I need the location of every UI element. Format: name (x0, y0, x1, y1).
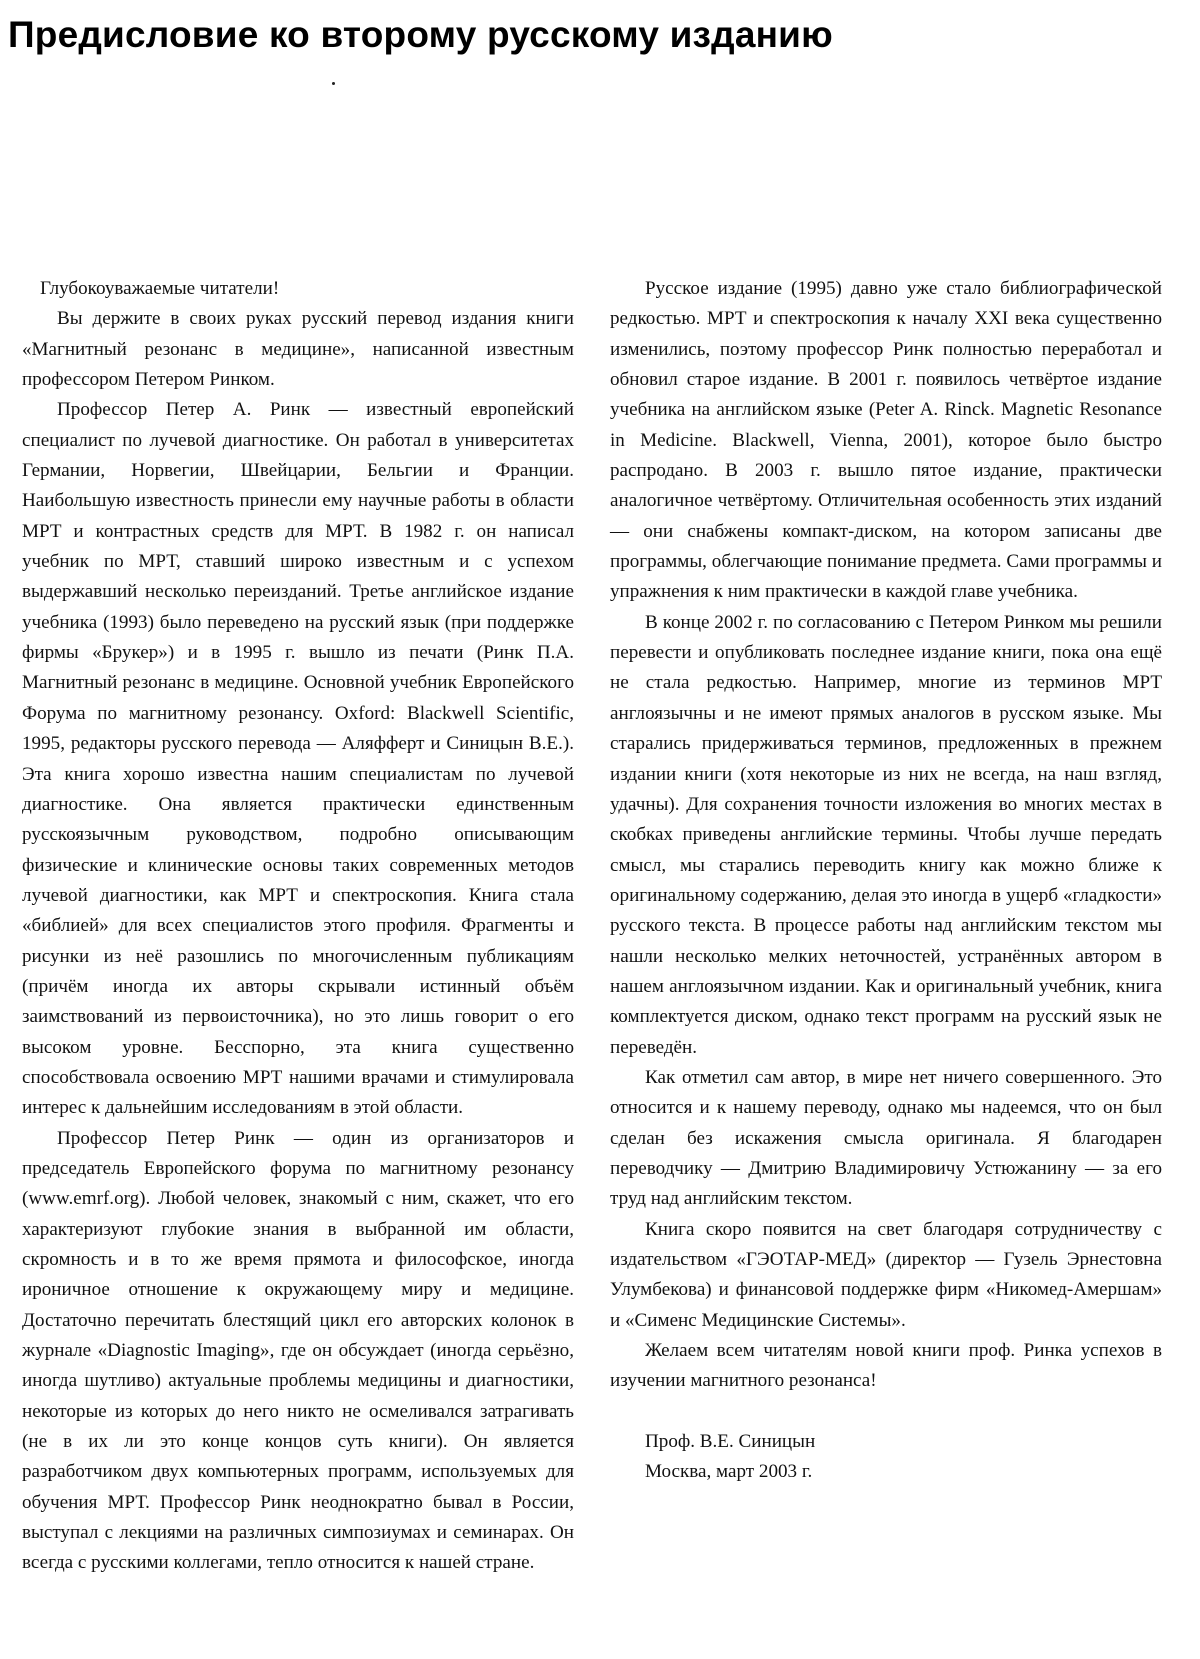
paragraph-intro: Вы держите в своих руках русский перевод издания книги «Магнитный резонанс в медицине», написанной известным профессором Петером Ринком. (22, 308, 574, 391)
left-column (22, 274, 574, 1579)
greeting: Глубокоуважаемые читатели! (40, 278, 280, 299)
signature-place-date: Москва, март 2003 г. (645, 1461, 813, 1483)
paragraph-translation: В конце 2002 г. по согласованию с Петером Ринком мы решили перевести и опубликовать последнее издание книги, пока она ещё не стала редкостью. Например, многие из терминов МРТ англоязычны и не имеют прямых аналогов в русском языке. Мы старались придерживаться терминов, предложенных в прежнем издании книги (хотя некоторые из них не всегда, на наш взгляд, удачны). Для сохранения точности изложения во многих местах в скобках приведены английские термины. Чтобы лучше передать смысл, мы старались переводить книгу как можно ближе к оригинальному содержанию, делая это иногда в ущерб «гладкости» русского текста. В процессе работы над английским текстом мы нашли несколько мелких неточностей, устранённых автором в нашем англоязычном издании. Как и оригинальный учебник, книга комплектуется диском, однако текст программ на русский язык не переведён. (610, 611, 1162, 1058)
signature (610, 1427, 1162, 1488)
paragraph-acknowledgement: Как отметил сам автор, в мире нет ничего совершенного. Это относится и к нашему переводу, однако мы надеемся, что он был сделан без искажения смысла оригинала. Я благодарен переводчику — Дмитрию Владимировичу Устюжанину — за его труд над английским текстом. (610, 1066, 1162, 1210)
paragraph-publisher: Книга скоро появится на свет благодаря сотрудничеству с издательством «ГЭОТАР-МЕД» (директор — Гузель Эрнестовна Улумбекова) и финансовой поддержке фирм «Никомед-Амершам» и «Сименс Медицинские Системы». (610, 1218, 1162, 1331)
paragraph-author-bio: Профессор Петер А. Ринк — известный европейский специалист по лучевой диагностике. Он работал в университетах Германии, Норвегии, Швейцарии, Бельгии и Франции. Наибольшую известность принесли ему научные работы в области МРТ и контрастных средств для МРТ. В 1982 г. он написал учебник по МРТ, ставший широко известным и с успехом выдержавший несколько переизданий. Третье английское издание учебника (1993) было переведено на русский язык (при поддержке фирмы «Брукер») и в 1995 г. вышло из печати (Ринк П.А. Магнитный резонанс в медицине. Основной учебник Европейского Форума по магнитному резонансу. Oxford: Blackwell Scientific, 1995, редакторы русского перевода — Аляфферт и Синицын В.Е.). Эта книга хорошо известна нашим специалистам по лучевой диагностике. Она является практически единственным русскоязычным руководством, подробно описывающим физические и клинические основы таких современных методов лучевой диагностики, как МРТ и спектроскопия. Книга стала «библией» для всех специалистов этого профиля. Фрагменты и рисунки из неё разошлись по многочисленным публикациям (причём иногда их авторы скрывали истинный объём заимствований из первоисточника), но это лишь говорит о его высоком уровне. Бесспорно, эта книга существенно способствовала освоению МРТ нашими врачами и стимулировала интерес к дальнейшим исследованиям в этой области. (22, 399, 574, 1119)
stray-dot (332, 82, 335, 85)
paragraph-new-edition: Русское издание (1995) давно уже стало библиографической редкостью. МРТ и спектроскопия к началу XXI века существенно изменились, поэтому профессор Ринк полностью переработал и обновил старое издание. В 2001 г. появилось четвёртое издание учебника на английском языке (Peter A. Rinck. Magnetic Resonance in Medicine. Blackwell, Vienna, 2001), которое было быстро распродано. В 2003 г. вышло пятое издание, практически аналогичное четвёртому. Отличительная особенность этих изданий — они снабжены компакт-диском, на котором записаны две программы, облегчающие понимание предмета. Сами программы и упражнения к ним практически в каждой главе учебника. (610, 278, 1162, 603)
paragraph-wishes: Желаем всем читателям новой книги проф. Ринка успехов в изучении магнитного резонанса! (610, 1340, 1162, 1392)
page-title: Предисловие ко второму русскому изданию (8, 14, 833, 55)
right-column (610, 274, 1162, 1487)
paragraph-author-character: Профессор Петер Ринк — один из организаторов и председатель Европейского форума по магнитному резонансу (www.emrf.org). Любой человек, знакомый с ним, скажет, что его характеризуют глубокие знания в выбранной им области, скромность и в то же время прямота и философское, иногда ироничное отношение к окружающему миру и медицине. Достаточно перечитать блестящий цикл его авторских колонок в журнале «Diagnostic Imaging», где он обсуждает (иногда серьёзно, иногда шутливо) актуальные проблемы медицины и диагностики, некоторые из которых до него никто не осмеливался затрагивать (не в их ли это конце концов суть книги). Он является разработчиком двух компьютерных программ, используемых для обучения МРТ. Профессор Ринк неоднократно бывал в России, выступал с лекциями на различных симпозиумах и семинарах. Он всегда с русскими коллегами, тепло относится к нашей стране. (22, 1127, 574, 1574)
signature-name: Проф. В.Е. Синицын (645, 1430, 816, 1452)
